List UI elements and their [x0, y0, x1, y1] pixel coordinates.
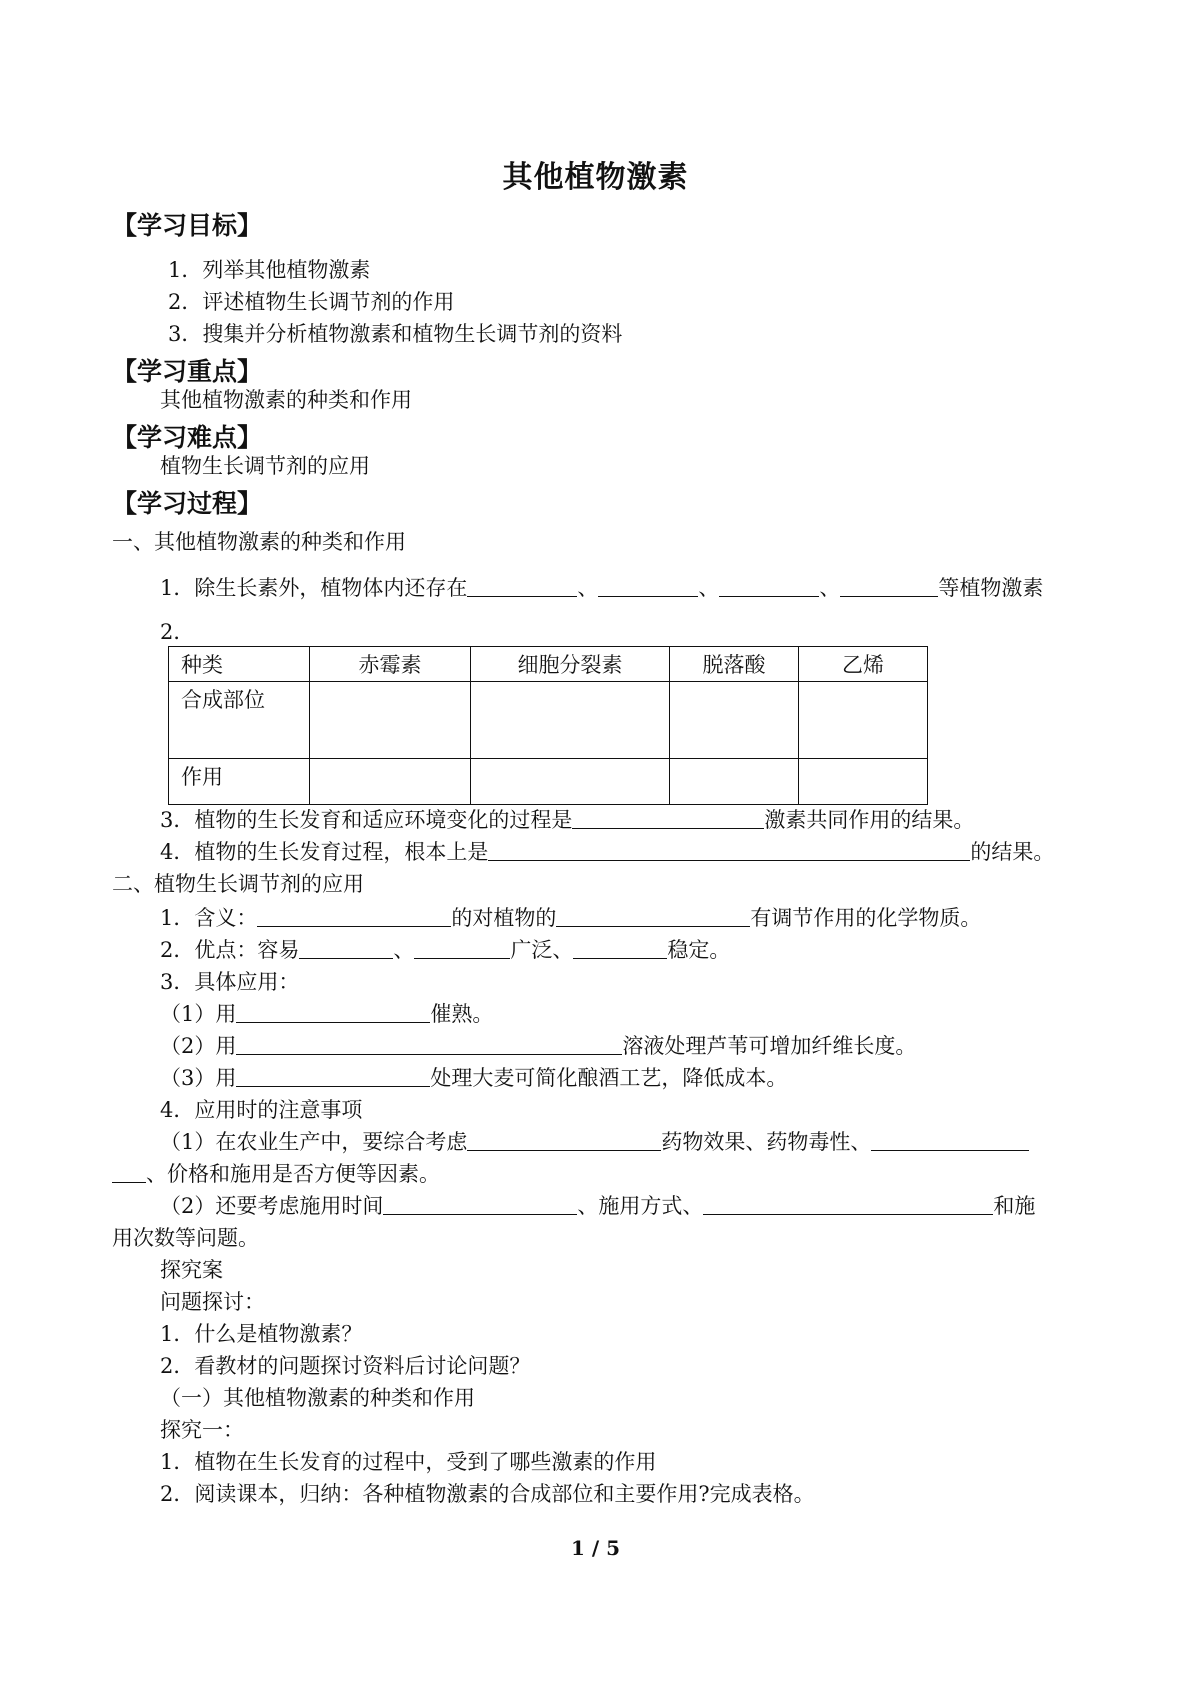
- difficulty-text: 植物生长调节剂的应用: [160, 454, 370, 478]
- separator: 、: [577, 576, 599, 600]
- discussion-item: 1．什么是植物激素？: [160, 1322, 363, 1346]
- fill-blank[interactable]: [236, 1000, 430, 1023]
- question-3: [160, 806, 974, 834]
- table-header-row: [169, 647, 928, 682]
- table-header-cell: 赤霉素: [310, 647, 471, 682]
- goal-item: 1．列举其他植物激素: [168, 258, 371, 282]
- application-1: [160, 1000, 493, 1028]
- explore-title: 探究案: [160, 1258, 223, 1282]
- table-header-cell: 种类: [169, 647, 310, 682]
- fill-blank[interactable]: [112, 1160, 146, 1183]
- keypoint-heading: 【学习重点】: [112, 357, 263, 386]
- fill-blank[interactable]: [257, 904, 451, 927]
- fill-blank[interactable]: [414, 936, 510, 959]
- goal-item: 3．搜集并分析植物激素和植物生长调节剂的资料: [168, 322, 623, 346]
- table-header-cell: 脱落酸: [670, 647, 799, 682]
- def-mid: 的对植物的: [451, 906, 557, 930]
- fill-blank[interactable]: [467, 574, 577, 597]
- q4-suffix: 的结果。: [970, 840, 1055, 864]
- process-heading: 【学习过程】: [112, 489, 263, 518]
- q3-suffix: 激素共同作用的结果。: [764, 808, 975, 832]
- keypoint-text: 其他植物激素的种类和作用: [160, 388, 412, 412]
- app1-suffix: 催熟。: [430, 1002, 494, 1026]
- fill-blank[interactable]: [383, 1192, 577, 1215]
- def-prefix: 1．含义：: [160, 906, 258, 930]
- fill-blank[interactable]: [299, 936, 393, 959]
- note1-prefix: （1）在农业生产中，要综合考虑: [160, 1130, 468, 1154]
- table-row: [169, 759, 928, 805]
- section2-title: 二、植物生长调节剂的应用: [112, 872, 364, 896]
- note2-suffix: 和施: [993, 1194, 1036, 1218]
- adv-suffix: 稳定。: [667, 938, 731, 962]
- advantages-line: [160, 936, 730, 964]
- note2-mid: 、施用方式、: [577, 1194, 704, 1218]
- fill-blank[interactable]: [467, 1128, 661, 1151]
- note1-mid: 药物效果、药物毒性、: [661, 1130, 872, 1154]
- app3-suffix: 处理大麦可简化酿酒工艺，降低成本。: [430, 1066, 788, 1090]
- note1-cont: 、价格和施用是否方便等因素。: [146, 1162, 440, 1186]
- app2-suffix: 溶液处理芦苇可增加纤维长度。: [622, 1034, 917, 1058]
- fill-blank[interactable]: [719, 574, 819, 597]
- def-suffix: 有调节作用的化学物质。: [750, 906, 982, 930]
- application-3: [160, 1064, 787, 1092]
- goals-heading: 【学习目标】: [112, 211, 263, 240]
- note-1: [160, 1128, 1029, 1156]
- table-cell[interactable]: [310, 759, 471, 805]
- explore-item: 2．阅读课本，归纳：各种植物激素的合成部位和主要作用?完成表格。: [160, 1482, 815, 1506]
- page-number: 1 / 5: [570, 1536, 621, 1560]
- q1-prefix: 1．除生长素外，植物体内还存在: [160, 576, 468, 600]
- table-row-label: 合成部位: [169, 682, 310, 759]
- table-cell[interactable]: [310, 682, 471, 759]
- fill-blank[interactable]: [703, 1192, 993, 1215]
- q4-prefix: 4．植物的生长发育过程，根本上是: [160, 840, 489, 864]
- question-4: [160, 838, 1054, 866]
- fill-blank[interactable]: [236, 1032, 622, 1055]
- adv-prefix: 2．优点：容易: [160, 938, 300, 962]
- table-cell[interactable]: [471, 682, 670, 759]
- app1-prefix: （1）用: [160, 1002, 237, 1026]
- fill-blank[interactable]: [840, 574, 938, 597]
- fill-blank[interactable]: [871, 1128, 1029, 1151]
- question-2-label: 2．: [160, 620, 195, 644]
- q3-prefix: 3．植物的生长发育和适应环境变化的过程是: [160, 808, 573, 832]
- separator: 、: [698, 576, 720, 600]
- discussion-title: 问题探讨：: [160, 1290, 265, 1314]
- table-cell[interactable]: [799, 759, 928, 805]
- application-title: 3．具体应用：: [160, 970, 300, 994]
- question-1: [160, 574, 1043, 602]
- note2-prefix: （2）还要考虑施用时间: [160, 1194, 384, 1218]
- note-2: [160, 1192, 1035, 1220]
- subsection-title: （一）其他植物激素的种类和作用: [160, 1386, 475, 1410]
- separator: 、: [819, 576, 841, 600]
- note-1-continued: [112, 1160, 440, 1188]
- app2-prefix: （2）用: [160, 1034, 237, 1058]
- page-title: 其他植物激素: [502, 160, 689, 195]
- table-cell[interactable]: [670, 759, 799, 805]
- goal-item: 2．评述植物生长调节剂的作用: [168, 290, 455, 314]
- q1-suffix: 等植物激素: [938, 576, 1044, 600]
- table-header-cell: 乙烯: [799, 647, 928, 682]
- note-2-continued: 用次数等问题。: [112, 1226, 259, 1250]
- app3-prefix: （3）用: [160, 1066, 237, 1090]
- fill-blank[interactable]: [236, 1064, 430, 1087]
- application-2: [160, 1032, 916, 1060]
- notes-title: 4．应用时的注意事项: [160, 1098, 363, 1122]
- separator: 、: [393, 938, 415, 962]
- section1-title: 一、其他植物激素的种类和作用: [112, 530, 406, 554]
- table-header-cell: 细胞分裂素: [471, 647, 670, 682]
- table-cell[interactable]: [670, 682, 799, 759]
- fill-blank[interactable]: [488, 838, 970, 861]
- table-row: [169, 682, 928, 759]
- table-cell[interactable]: [471, 759, 670, 805]
- fill-blank[interactable]: [572, 806, 764, 829]
- definition-line: [160, 904, 981, 932]
- explore-item: 1．植物在生长发育的过程中，受到了哪些激素的作用: [160, 1450, 657, 1474]
- hormone-table: [168, 646, 928, 805]
- difficulty-heading: 【学习难点】: [112, 423, 263, 452]
- discussion-item: 2．看教材的问题探讨资料后讨论问题？: [160, 1354, 531, 1378]
- fill-blank[interactable]: [598, 574, 698, 597]
- table-cell[interactable]: [799, 682, 928, 759]
- adv-mid: 广泛、: [510, 938, 574, 962]
- explore-one-title: 探究一：: [160, 1418, 244, 1442]
- fill-blank[interactable]: [573, 936, 667, 959]
- table-row-label: 作用: [169, 759, 310, 805]
- fill-blank[interactable]: [556, 904, 750, 927]
